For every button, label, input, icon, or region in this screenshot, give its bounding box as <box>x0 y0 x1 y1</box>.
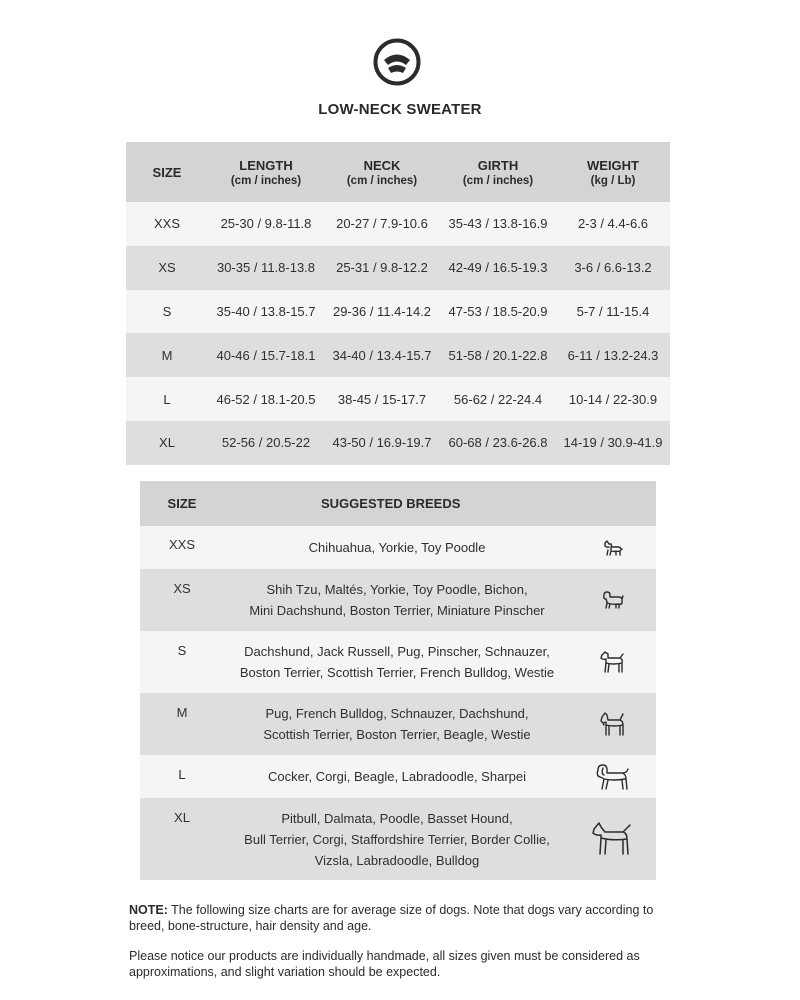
table-row <box>140 526 656 569</box>
table-row <box>126 421 670 465</box>
header-weight: WEIGHT (kg / Lb) <box>556 142 670 202</box>
length-cell: 30-35 / 11.8-13.8 <box>208 246 324 290</box>
weight-cell: 6-11 / 13.2-24.3 <box>556 333 670 377</box>
table-row <box>140 798 656 880</box>
breeds-cell <box>224 755 570 798</box>
breeds-line: Scottish Terrier, Boston Terrier, Beagle, Westie <box>263 727 531 742</box>
table-row <box>140 693 656 755</box>
size-cell: XXS <box>140 526 224 569</box>
length-cell: 46-52 / 18.1-20.5 <box>208 377 324 421</box>
girth-cell: 42-49 / 16.5-19.3 <box>440 246 556 290</box>
size-cell: L <box>126 377 208 421</box>
header-girth-unit: (cm / inches) <box>462 174 534 187</box>
header-girth: GIRTH (cm / inches) <box>440 142 556 202</box>
breeds-line: Shih Tzu, Maltés, Yorkie, Toy Poodle, Bichon, <box>266 582 528 597</box>
breed-icon-cell <box>570 693 656 755</box>
size-cell: XS <box>126 246 208 290</box>
weight-cell: 5-7 / 11-15.4 <box>556 290 670 334</box>
header-size: SIZE <box>126 142 208 202</box>
breeds-cell <box>224 693 570 755</box>
weight-cell: 10-14 / 22-30.9 <box>556 377 670 421</box>
girth-cell: 60-68 / 23.6-26.8 <box>440 421 556 465</box>
breeds-cell <box>224 569 570 631</box>
breed-icon-cell <box>570 631 656 693</box>
breeds-line: Pitbull, Dalmata, Poodle, Basset Hound, <box>281 810 513 826</box>
girth-cell: 35-43 / 13.8-16.9 <box>440 202 556 246</box>
breeds-line: Chihuahua, Yorkie, Toy Poodle <box>308 540 486 555</box>
breeds-line: Dachshund, Jack Russell, Pug, Pinscher, Schnauzer, <box>244 644 550 659</box>
breed-icon-cell <box>570 526 656 569</box>
neck-cell: 38-45 / 15-17.7 <box>324 377 440 421</box>
schnauzer-dog-icon <box>599 711 627 737</box>
header-neck: NECK (cm / inches) <box>324 142 440 202</box>
size-note <box>129 902 689 934</box>
breeds-line: Mini Dachshund, Boston Terrier, Miniature Pinscher <box>249 603 545 618</box>
girth-cell: 47-53 / 18.5-20.9 <box>440 290 556 334</box>
table-row <box>126 246 670 290</box>
header-neck-unit: (cm / inches) <box>346 174 418 187</box>
table-row <box>126 377 670 421</box>
breed-icon-cell <box>570 569 656 631</box>
header-length: LENGTH (cm / inches) <box>208 142 324 202</box>
breeds-table <box>140 481 656 880</box>
header-breed-size: SIZE <box>140 481 224 526</box>
note-label: NOTE: <box>129 903 168 917</box>
girth-cell: 51-58 / 20.1-22.8 <box>440 333 556 377</box>
note-text: The following size charts are for average size of dogs. Note that dogs vary according to breed, bone-structure, hair density and age. <box>129 903 654 933</box>
breeds-line: Bull Terrier, Corgi, Staffordshire Terrier, Border Collie, <box>244 831 550 847</box>
breeds-line: Boston Terrier, Scottish Terrier, French Bulldog, Westie <box>239 665 555 680</box>
girth-cell: 56-62 / 22-24.4 <box>440 377 556 421</box>
neck-cell: 34-40 / 13.4-15.7 <box>324 333 440 377</box>
weight-cell: 3-6 / 6.6-13.2 <box>556 246 670 290</box>
header-length-unit: (cm / inches) <box>230 174 302 187</box>
neck-cell: 25-31 / 9.8-12.2 <box>324 246 440 290</box>
weight-cell: 2-3 / 4.4-6.6 <box>556 202 670 246</box>
breeds-cell <box>224 631 570 693</box>
tiny-dog-icon <box>602 539 624 557</box>
terrier-dog-icon <box>599 650 627 674</box>
table-row <box>140 755 656 798</box>
spaniel-dog-icon <box>594 762 632 792</box>
measurements-header-row <box>126 142 670 202</box>
small-dog-icon <box>601 590 625 610</box>
breeds-line: Pug, French Bulldog, Schnauzer, Dachshund, <box>265 706 529 721</box>
header-suggested-breeds: SUGGESTED BREEDS <box>224 481 570 526</box>
length-cell: 52-56 / 20.5-22 <box>208 421 324 465</box>
handmade-note: Please notice our products are individually handmade, all sizes given must be considered as approximations, and slight variation should be expected. <box>129 949 640 979</box>
page-title: LOW-NECK SWEATER <box>318 101 482 118</box>
neck-cell: 20-27 / 7.9-10.6 <box>324 202 440 246</box>
breeds-line: Cocker, Corgi, Beagle, Labradoodle, Sharpei <box>268 769 526 784</box>
table-row <box>140 569 656 631</box>
breeds-cell <box>224 526 570 569</box>
table-row <box>126 202 670 246</box>
table-row <box>126 290 670 334</box>
measurements-table <box>126 142 670 465</box>
size-cell: XXS <box>126 202 208 246</box>
table-row <box>126 333 670 377</box>
brand-logo-icon <box>373 38 421 86</box>
size-cell: XL <box>126 421 208 465</box>
size-cell: XL <box>140 798 224 880</box>
size-cell: M <box>140 693 224 755</box>
breed-icon-cell <box>570 755 656 798</box>
size-cell: L <box>140 755 224 798</box>
bull-terrier-dog-icon <box>591 820 635 858</box>
header-weight-unit: (kg / Lb) <box>590 174 636 187</box>
size-cell: M <box>126 333 208 377</box>
size-cell: S <box>126 290 208 334</box>
table-row <box>140 631 656 693</box>
breeds-cell <box>224 798 570 880</box>
weight-cell: 14-19 / 30.9-41.9 <box>556 421 670 465</box>
header-icon <box>570 481 656 526</box>
notes-section <box>129 902 689 994</box>
length-cell: 25-30 / 9.8-11.8 <box>208 202 324 246</box>
neck-cell: 43-50 / 16.9-19.7 <box>324 421 440 465</box>
size-cell: S <box>140 631 224 693</box>
breeds-line: Vizsla, Labradoodle, Bulldog <box>314 852 480 868</box>
size-cell: XS <box>140 569 224 631</box>
breed-icon-cell <box>570 798 656 880</box>
length-cell: 40-46 / 15.7-18.1 <box>208 333 324 377</box>
length-cell: 35-40 / 13.8-15.7 <box>208 290 324 334</box>
breeds-header-row <box>140 481 656 526</box>
neck-cell: 29-36 / 11.4-14.2 <box>324 290 440 334</box>
